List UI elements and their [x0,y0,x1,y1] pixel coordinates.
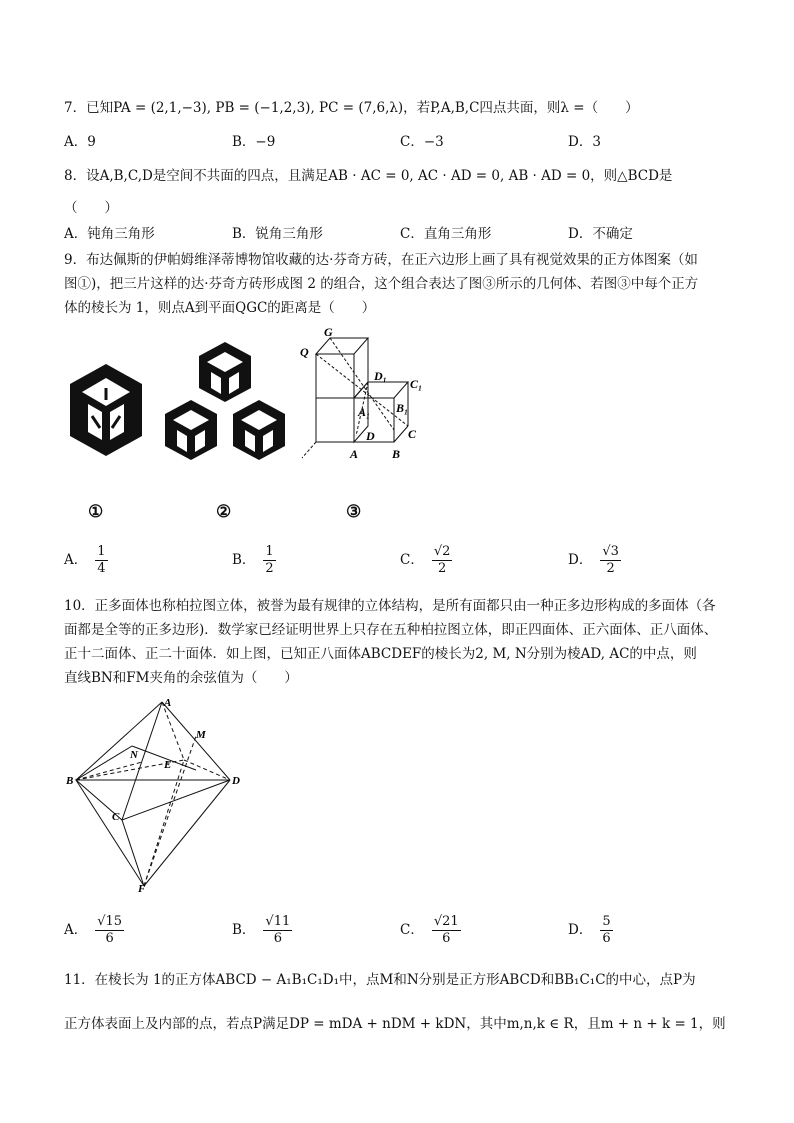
q7-stem: 7．已知PA = (2,1,−3), PB = (−1,2,3), PC = (7,6,λ)，若P,A,B,C四点共面，则λ =（ ） [64,100,639,116]
q8-option-a: A．钝角三角形 [64,226,155,242]
oct-label-d: D [232,775,240,787]
q9-option-b: B． $\frac{1}{2}$ [232,544,274,576]
oct-label-b: B [66,775,74,787]
cube-label-q: Q [300,345,309,359]
cube-label-d: D [366,429,375,443]
q10-stem-line4: 直线BN和FM夹角的余弦值为（ ） [64,670,298,686]
q11-stem-line2: 正方体表面上及内部的点，若点P满足DP = mDA + nDM + kDN，其中m,n,k ∈ R，且m + n + k = 1，则 [64,1016,726,1032]
cube-label-b1: B₁ [396,401,409,415]
cube-label-a: A [350,447,359,461]
q9-option-c: C． $\frac{√2}{2}$ [400,544,451,576]
q7-option-a: A．9 [64,134,96,150]
q8-option-d: D．不确定 [568,226,633,242]
oct-label-f: F [138,883,146,892]
q8-stem: 8．设A,B,C,D是空间不共面的四点，且满足AB · AC = 0, AC · AD = 0, AB · AD = 0，则△BCD是 [64,168,673,184]
q10-option-d: D． $\frac{5}{6}$ [568,914,611,946]
q10-option-c: C． $\frac{√21}{6}$ [400,914,459,946]
q9-option-d: D． $\frac{√3}{2}$ [568,544,619,576]
q7-option-b: B．−9 [232,134,276,150]
q7-option-d: D．3 [568,134,601,150]
oct-label-c: C [112,811,120,823]
oct-label-e: E [164,759,172,771]
cube-label-a1: A₁ [358,405,371,419]
figure-1-tile [66,360,146,460]
q10-option-b: B． $\frac{√11}{6}$ [232,914,291,946]
figure-3-cubes [296,326,436,466]
q9-stem-line2: 图①)，把三片这样的达·芬奇方砖形成图 2 的组合，这个组合表达了图③所示的几何体、若图③中每个正方 [64,276,699,292]
oct-label-a: A [164,697,172,709]
q9-option-a: A． $\frac{1}{4}$ [64,544,106,576]
q8-option-c: C．直角三角形 [400,226,492,242]
octahedron-figure [66,696,246,892]
oct-label-m: M [196,729,206,741]
cube-label-g: G [324,326,333,339]
q8-option-b: B．锐角三角形 [232,226,323,242]
figure-2-label: ② [216,502,232,522]
q8-stem-cont: （ ） [64,200,118,216]
cube-label-c1: C₁ [410,377,423,391]
q9-stem-line1: 9．布达佩斯的伊帕姆维泽蒂博物馆收藏的达·芬奇方砖，在正六边形上画了具有视觉效果的正方体图案（如 [64,252,698,268]
oct-label-n: N [130,749,138,761]
cube-label-b: B [392,447,401,461]
q10-option-a: A． $\frac{√15}{6}$ [64,914,123,946]
q10-stem-line1: 10．正多面体也称柏拉图立体，被誉为最有规律的立体结构，是所有面都只由一种正多边形构成的多面体（各 [64,598,716,614]
q9-stem-line3: 体的棱长为 1，则点A到平面QGC的距离是（ ） [64,300,376,316]
q10-stem-line3: 正十二面体、正二十面体．如上图，已知正八面体ABCDEF的棱长为2, M, N分别为棱AD, AC的中点，则 [64,646,697,662]
q10-stem-line2: 面都是全等的正多边形)．数学家已经证明世界上只存在五种柏拉图立体，即正四面体、正六面体、正八面体、 [64,622,718,638]
figure-3-label: ③ [346,502,362,522]
figure-1-label: ① [88,502,104,522]
cube-label-d1: D₁ [374,369,387,383]
cube-label-c: C [408,427,417,441]
figure-2-tiles [155,338,295,470]
q7-option-c: C．−3 [400,134,444,150]
q11-stem-line1: 11．在棱长为 1的正方体ABCD − A₁B₁C₁D₁中，点M和N分别是正方形ABCD和BB₁C₁C的中心，点P为 [64,972,696,988]
